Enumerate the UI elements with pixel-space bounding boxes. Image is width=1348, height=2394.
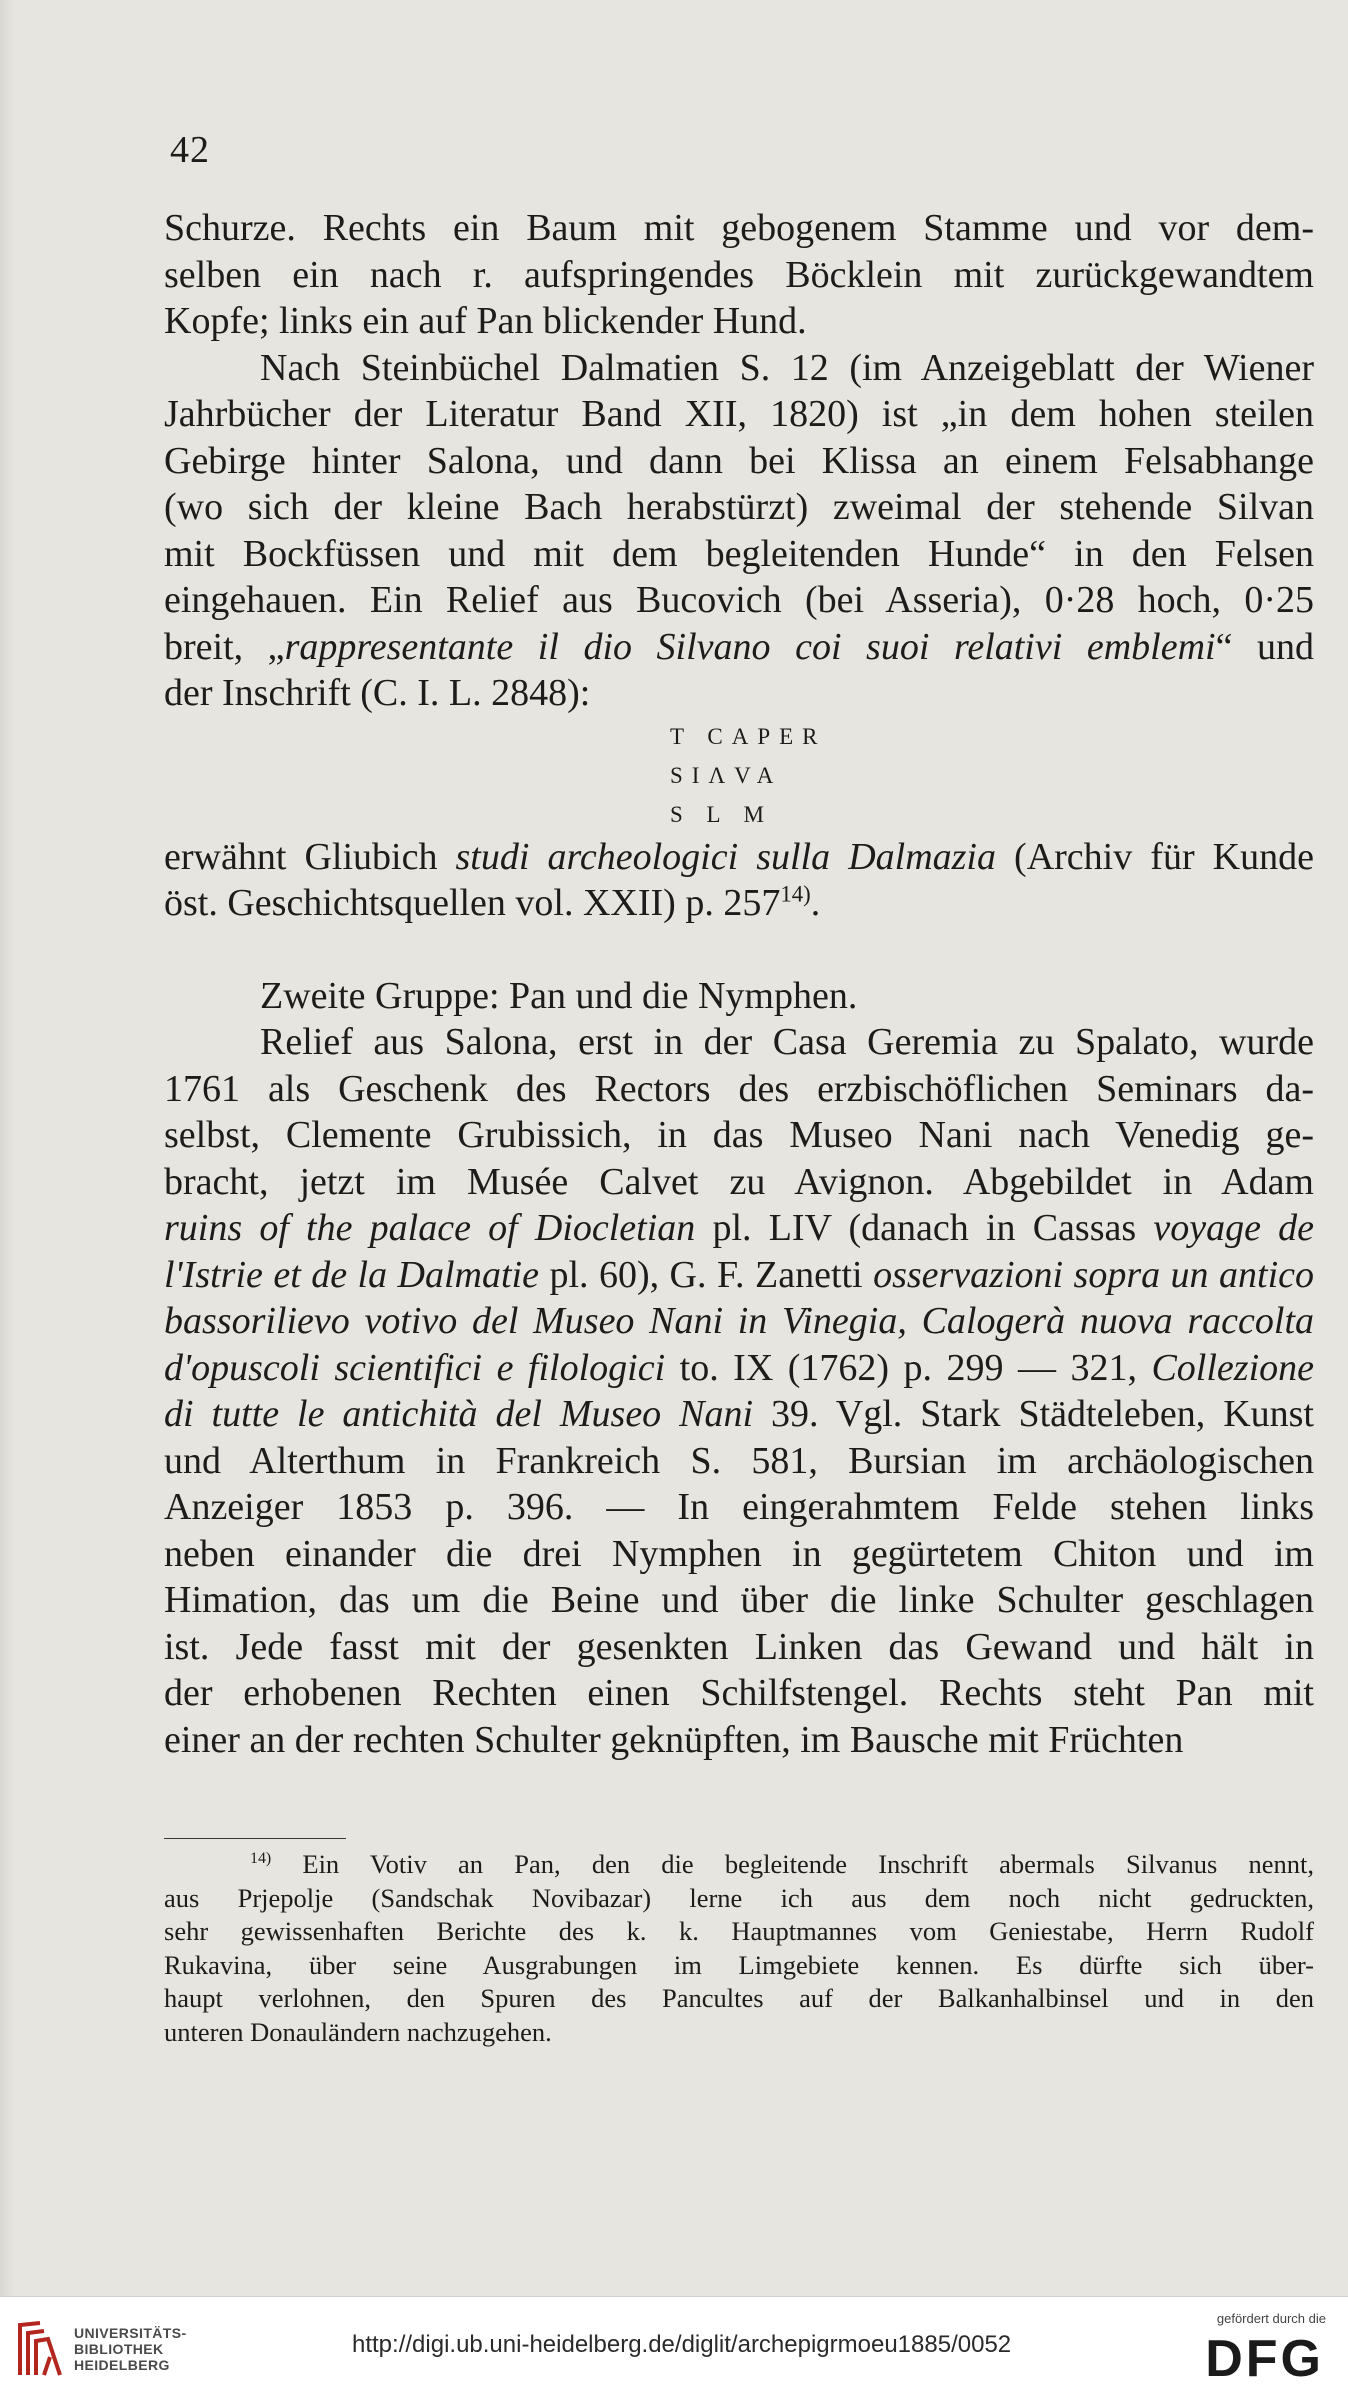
text-run: aus Prjepolje (Sandschak Novibazar) lerne ich aus dem noch nicht gedruckten, xyxy=(164,1882,1314,1913)
text-line xyxy=(164,1345,1314,1392)
text-run: Nach Steinbüchel Dalmatien S. 12 (im Anzeigeblatt der Wiener xyxy=(260,346,1314,389)
paragraph-block-2 xyxy=(164,834,1314,927)
text-line xyxy=(164,670,1314,717)
text-line xyxy=(164,1252,1314,1299)
footnote-line xyxy=(164,1982,1314,2016)
text-run: bassorilievo votivo del Museo Nani in Vinegia, xyxy=(164,1300,907,1342)
permalink-url[interactable]: http://digi.ub.uni-heidelberg.de/diglit/archepigrmoeu1885/0052 xyxy=(352,2331,1012,2358)
text-run: breit, „ xyxy=(164,625,285,668)
text-run: Calogerà nuova raccolta xyxy=(921,1300,1315,1342)
text-line xyxy=(164,624,1314,671)
text-line xyxy=(164,1438,1314,1485)
library-name xyxy=(74,2325,187,2373)
text-run: der Inschrift (C. I. L. 2848): xyxy=(164,672,591,714)
text-line xyxy=(164,834,1314,881)
text-run: selbst, Clemente Grubissich, in das Museo Nani nach Venedig ge- xyxy=(164,1114,1314,1156)
text-run: erwähnt Gliubich xyxy=(164,835,456,878)
text-run: . xyxy=(810,882,821,924)
text-run: Schurze. Rechts ein Baum mit gebogenem Stamme und vor dem- xyxy=(164,207,1314,249)
text-run: studi archeologici sulla Dalmazia xyxy=(455,835,996,878)
page-edge-shadow xyxy=(0,0,14,2296)
text-run: Rukavina, über seine Ausgrabungen im Limgebiete kennen. Es dürfte sich über- xyxy=(164,1949,1314,1980)
text-run: l'Istrie et de la Dalmatie xyxy=(164,1253,539,1296)
library-name-line: BIBLIOTHEK xyxy=(74,2341,164,2357)
text-line xyxy=(164,880,1314,927)
text-run: Collezione xyxy=(1151,1346,1314,1389)
text-run: selben ein nach r. aufspringendes Böcklein mit zurückgewandtem xyxy=(164,253,1314,296)
footnote-line xyxy=(164,1848,1314,1882)
text-run: (wo sich der kleine Bach herabstürzt) zweimal der stehende Silvan xyxy=(164,486,1314,528)
inscription-line: SIΛVA xyxy=(670,762,783,788)
library-name-line: UNIVERSITÄTS- xyxy=(74,2325,187,2341)
text-run: Ein Votiv an Pan, den die begleitende Inschrift abermals Silvanus nennt, xyxy=(271,1849,1314,1879)
text-line xyxy=(164,298,1314,345)
text-line xyxy=(164,1531,1314,1578)
dfg-logo: DFG xyxy=(1205,2330,1324,2388)
text-line xyxy=(164,1159,1314,1206)
text-run: Relief aus Salona, erst in der Casa Geremia zu Spalato, wurde xyxy=(260,1021,1314,1063)
text-line xyxy=(164,1019,1314,1066)
text-run: d'opuscoli scientifici e filologici xyxy=(164,1346,666,1389)
text-run: unteren Donauländern nachzugehen. xyxy=(164,2016,552,2047)
text-line xyxy=(164,1484,1314,1531)
footnote-ref: 14) xyxy=(250,1850,272,1868)
text-run: Gebirge hinter Salona, und dann bei Klissa an einem Felsabhange xyxy=(164,439,1314,482)
text-line xyxy=(164,577,1314,624)
inscription-line: T CAPER xyxy=(670,723,827,749)
text-line xyxy=(164,531,1314,578)
library-name-line: HEIDELBERG xyxy=(74,2357,170,2373)
text-run xyxy=(907,1300,922,1342)
text-line xyxy=(164,1717,1314,1764)
footnotes xyxy=(164,1848,1314,2049)
text-run: (Archiv für Kunde xyxy=(995,835,1314,878)
text-line xyxy=(164,345,1314,392)
text-run: Himation, das um die Beine und über die linke Schulter geschlagen xyxy=(164,1579,1314,1621)
text-run: ruins of the palace of Diocletian xyxy=(164,1207,696,1249)
footnote-rule xyxy=(164,1838,346,1839)
viewer-footer xyxy=(0,2296,1348,2394)
footnote-line xyxy=(164,1915,1314,1949)
text-run: eingehauen. Ein Relief aus Bucovich (bei Asseria), 0·28 hoch, 0·25 xyxy=(164,579,1314,621)
text-run: ist. Jede fasst mit der gesenkten Linken das Gewand und hält in xyxy=(164,1625,1314,1668)
text-line xyxy=(164,391,1314,438)
text-line xyxy=(164,1066,1314,1113)
paragraph-block-3 xyxy=(164,1019,1314,1763)
text-line xyxy=(164,1205,1314,1252)
text-run: to. IX (1762) p. 299 — 321, xyxy=(665,1346,1152,1389)
text-line xyxy=(164,1670,1314,1717)
text-run: Jahrbücher der Literatur Band XII, 1820) ist „in dem hohen steilen xyxy=(164,393,1314,435)
paragraph-block-1 xyxy=(164,205,1314,717)
footnote-line xyxy=(164,2016,1314,2050)
text-run: “ und xyxy=(1215,625,1314,668)
text-run: pl. 60), G. F. Zanetti xyxy=(538,1253,874,1296)
footnote-line xyxy=(164,1882,1314,1916)
text-run: haupt verlohnen, den Spuren des Pancultes auf der Balkanhalbinsel und in den xyxy=(164,1983,1314,2013)
text-run: rappresentante il dio Silvano coi suoi relativi emblemi xyxy=(284,625,1216,668)
text-run: mit Bockfüssen und mit dem begleitenden Hunde“ in den Felsen xyxy=(164,532,1314,575)
text-run: neben einander die drei Nymphen in gegürtetem Chiton und im xyxy=(164,1532,1314,1575)
text-run: sehr gewissenhaften Berichte des k. k. Hauptmannes vom Geniestabe, Herrn Rudolf xyxy=(164,1916,1314,1946)
text-run: und Alterthum in Frankreich S. 581, Bursian im archäologischen xyxy=(164,1439,1314,1482)
text-run: voyage de xyxy=(1153,1207,1314,1249)
text-run: di tutte le antichità del Museo Nani xyxy=(164,1393,754,1435)
inscription-line: S L M xyxy=(670,801,773,827)
text-run: Anzeiger 1853 p. 396. — In eingerahmtem Felde stehen links xyxy=(164,1486,1314,1528)
university-library-logo-icon xyxy=(14,2319,66,2379)
text-line xyxy=(164,205,1314,252)
footnote-ref: 14) xyxy=(780,881,811,907)
text-run: 39. Vgl. Stark Städteleben, Kunst xyxy=(753,1393,1314,1435)
text-line xyxy=(164,1298,1314,1345)
text-line xyxy=(164,438,1314,485)
text-run: Kopfe; links ein auf Pan blickender Hund. xyxy=(164,300,807,342)
section-heading: Zweite Gruppe: Pan und die Nymphen. xyxy=(260,974,858,1017)
inscription xyxy=(164,717,1314,834)
text-line xyxy=(164,484,1314,531)
text-run: der erhobenen Rechten einen Schilfstengel. Rechts steht Pan mit xyxy=(164,1672,1314,1714)
text-run: osservazioni sopra un antico xyxy=(873,1253,1314,1296)
text-line xyxy=(164,1391,1314,1438)
main-text xyxy=(164,205,1314,1763)
footnote-line xyxy=(164,1949,1314,1983)
text-run: öst. Geschichtsquellen vol. XXII) p. 257 xyxy=(164,882,781,924)
funding-caption: gefördert durch die xyxy=(1216,2311,1326,2326)
text-run: einer an der rechten Schulter geknüpften, im Bausche mit Früchten xyxy=(164,1718,1184,1761)
text-run: pl. LIV (danach in Cassas xyxy=(695,1207,1154,1249)
text-run: bracht, jetzt im Musée Calvet zu Avignon. Abgebildet in Adam xyxy=(164,1160,1314,1203)
text-line xyxy=(164,1112,1314,1159)
text-run: 1761 als Geschenk des Rectors des erzbischöflichen Seminars da- xyxy=(164,1067,1314,1110)
text-line xyxy=(164,252,1314,299)
text-line xyxy=(164,1624,1314,1671)
page-number: 42 xyxy=(170,129,210,171)
text-line xyxy=(164,1577,1314,1624)
